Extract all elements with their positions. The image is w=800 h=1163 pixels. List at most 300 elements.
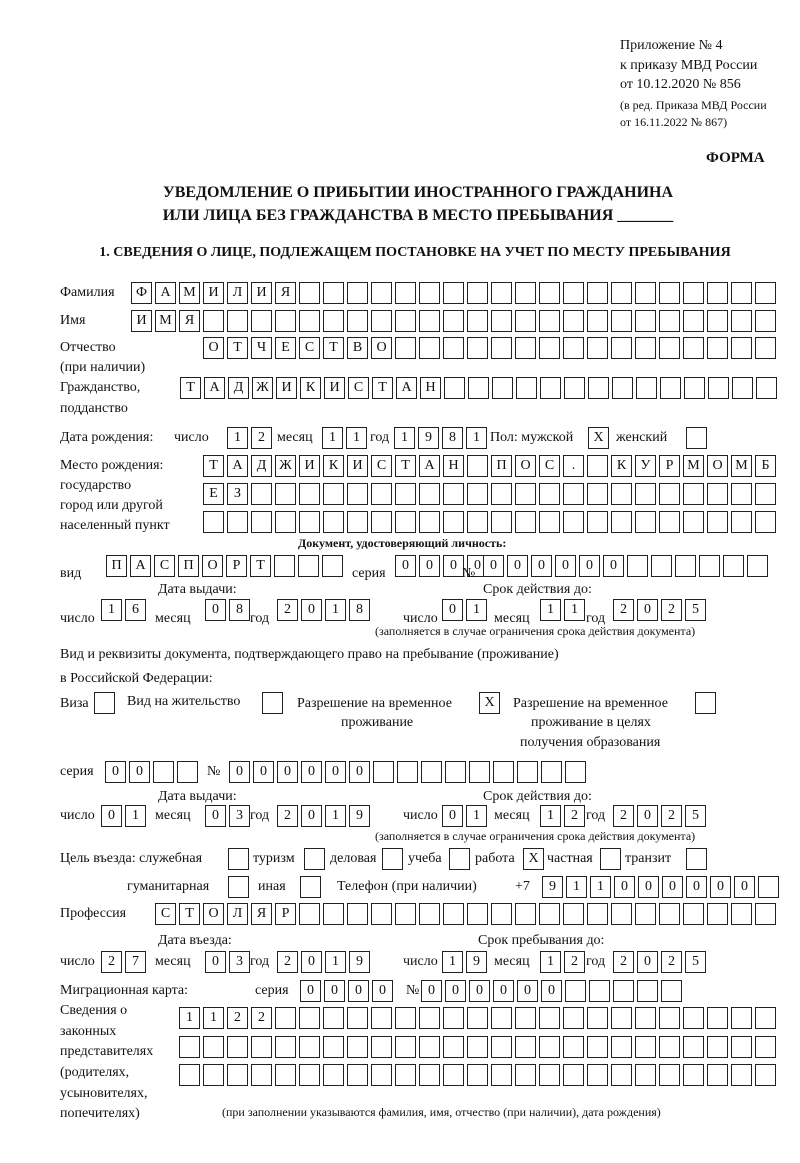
char-cell-patronymic[interactable]: [731, 337, 752, 359]
char-cell-name[interactable]: [467, 310, 488, 332]
char-cell-stay-number[interactable]: [517, 761, 538, 783]
char-cell-name[interactable]: Я: [179, 310, 200, 332]
char-cell-reps-row3[interactable]: [755, 1064, 776, 1086]
char-cell-birthplace-row1[interactable]: .: [563, 455, 584, 477]
char-cell-citizenship[interactable]: [516, 377, 537, 399]
char-cell-birthplace-row2[interactable]: [587, 483, 608, 505]
char-cell-birthplace-row2[interactable]: [419, 483, 440, 505]
checkbox-purpose-work[interactable]: X: [523, 848, 544, 870]
char-cell-citizenship[interactable]: Ж: [252, 377, 273, 399]
char-cell-stay-valid-year[interactable]: 2: [661, 805, 682, 827]
char-cell-stay-number[interactable]: [373, 761, 394, 783]
char-cell-reps-row3[interactable]: [347, 1064, 368, 1086]
char-cell-patronymic[interactable]: Е: [275, 337, 296, 359]
char-cell-birth-year[interactable]: 1: [466, 427, 487, 449]
char-cell-profession[interactable]: [587, 903, 608, 925]
char-cell-citizenship[interactable]: [636, 377, 657, 399]
char-cell-mc-number[interactable]: 0: [517, 980, 538, 1002]
char-cell-reps-row3[interactable]: [659, 1064, 680, 1086]
char-cell-stay-valid-day[interactable]: 0: [442, 805, 463, 827]
char-cell-birthplace-row1[interactable]: Т: [203, 455, 224, 477]
char-cell-birth-month[interactable]: 1: [322, 427, 343, 449]
char-cell-birthplace-row1[interactable]: М: [731, 455, 752, 477]
char-cell-name[interactable]: [251, 310, 272, 332]
char-cell-profession[interactable]: [611, 903, 632, 925]
char-cell-profession[interactable]: Р: [275, 903, 296, 925]
char-cell-stay-number[interactable]: [445, 761, 466, 783]
char-cell-patronymic[interactable]: С: [299, 337, 320, 359]
char-cell-citizenship[interactable]: А: [396, 377, 417, 399]
char-cell-birthplace-row3[interactable]: [755, 511, 776, 533]
char-cell-citizenship[interactable]: [732, 377, 753, 399]
checkbox-temp-residence[interactable]: X: [479, 692, 500, 714]
char-cell-reps-row1[interactable]: [659, 1007, 680, 1029]
char-cell-citizenship[interactable]: И: [324, 377, 345, 399]
char-cell-patronymic[interactable]: [467, 337, 488, 359]
char-cell-name[interactable]: [563, 310, 584, 332]
char-cell-reps-row2[interactable]: [587, 1036, 608, 1058]
char-cell-entry-day[interactable]: 2: [101, 951, 122, 973]
char-cell-stay-number[interactable]: [421, 761, 442, 783]
char-cell-patronymic[interactable]: [419, 337, 440, 359]
char-cell-reps-row3[interactable]: [707, 1064, 728, 1086]
char-cell-id-kind[interactable]: [298, 555, 319, 577]
char-cell-birthplace-row2[interactable]: [443, 483, 464, 505]
char-cell-birthplace-row3[interactable]: [443, 511, 464, 533]
char-cell-mc-number[interactable]: [565, 980, 586, 1002]
char-cell-birthplace-row1[interactable]: А: [227, 455, 248, 477]
char-cell-birthplace-row1[interactable]: М: [683, 455, 704, 477]
char-cell-birthplace-row2[interactable]: [755, 483, 776, 505]
char-cell-citizenship[interactable]: Н: [420, 377, 441, 399]
char-cell-birthplace-row1[interactable]: П: [491, 455, 512, 477]
char-cell-citizenship[interactable]: А: [204, 377, 225, 399]
checkbox-purpose-study[interactable]: [449, 848, 470, 870]
char-cell-name[interactable]: [203, 310, 224, 332]
char-cell-patronymic[interactable]: [515, 337, 536, 359]
char-cell-reps-row2[interactable]: [443, 1036, 464, 1058]
char-cell-birth-day[interactable]: 2: [251, 427, 272, 449]
char-cell-birthplace-row1[interactable]: Р: [659, 455, 680, 477]
char-cell-reps-row1[interactable]: [419, 1007, 440, 1029]
char-cell-id-valid-day[interactable]: 1: [466, 599, 487, 621]
char-cell-reps-row1[interactable]: [275, 1007, 296, 1029]
char-cell-birthplace-row3[interactable]: [275, 511, 296, 533]
char-cell-phone[interactable]: 0: [614, 876, 635, 898]
char-cell-profession[interactable]: [467, 903, 488, 925]
char-cell-reps-row2[interactable]: [395, 1036, 416, 1058]
char-cell-profession[interactable]: [323, 903, 344, 925]
char-cell-id-kind[interactable]: П: [106, 555, 127, 577]
char-cell-reps-row1[interactable]: [539, 1007, 560, 1029]
char-cell-reps-row2[interactable]: [491, 1036, 512, 1058]
char-cell-name[interactable]: [275, 310, 296, 332]
char-cell-birthplace-row3[interactable]: [635, 511, 656, 533]
char-cell-birth-day[interactable]: 1: [227, 427, 248, 449]
char-cell-citizenship[interactable]: С: [348, 377, 369, 399]
char-cell-mc-number[interactable]: [613, 980, 634, 1002]
char-cell-id-number[interactable]: [747, 555, 768, 577]
char-cell-stay-series[interactable]: 0: [129, 761, 150, 783]
char-cell-reps-row3[interactable]: [251, 1064, 272, 1086]
char-cell-surname[interactable]: М: [179, 282, 200, 304]
char-cell-birthplace-row3[interactable]: [419, 511, 440, 533]
char-cell-id-number[interactable]: [675, 555, 696, 577]
char-cell-profession[interactable]: [539, 903, 560, 925]
char-cell-reps-row2[interactable]: [563, 1036, 584, 1058]
char-cell-name[interactable]: [635, 310, 656, 332]
char-cell-id-number[interactable]: 0: [579, 555, 600, 577]
char-cell-reps-row2[interactable]: [371, 1036, 392, 1058]
char-cell-birthplace-row3[interactable]: [251, 511, 272, 533]
char-cell-mc-number[interactable]: 0: [445, 980, 466, 1002]
char-cell-id-issue-year[interactable]: 2: [277, 599, 298, 621]
char-cell-surname[interactable]: [731, 282, 752, 304]
char-cell-entry-month[interactable]: 3: [229, 951, 250, 973]
char-cell-mc-number[interactable]: 0: [469, 980, 490, 1002]
char-cell-stay-series[interactable]: [177, 761, 198, 783]
char-cell-patronymic[interactable]: [707, 337, 728, 359]
char-cell-id-number[interactable]: [627, 555, 648, 577]
char-cell-reps-row1[interactable]: [563, 1007, 584, 1029]
char-cell-id-number[interactable]: 0: [531, 555, 552, 577]
char-cell-patronymic[interactable]: Т: [227, 337, 248, 359]
char-cell-reps-row2[interactable]: [275, 1036, 296, 1058]
char-cell-patronymic[interactable]: [755, 337, 776, 359]
char-cell-birthplace-row3[interactable]: [467, 511, 488, 533]
char-cell-birthplace-row2[interactable]: [467, 483, 488, 505]
char-cell-phone[interactable]: 1: [590, 876, 611, 898]
char-cell-reps-row3[interactable]: [611, 1064, 632, 1086]
char-cell-birthplace-row3[interactable]: [323, 511, 344, 533]
char-cell-profession[interactable]: [731, 903, 752, 925]
char-cell-birthplace-row1[interactable]: Т: [395, 455, 416, 477]
char-cell-surname[interactable]: [515, 282, 536, 304]
char-cell-birthplace-row2[interactable]: [683, 483, 704, 505]
char-cell-surname[interactable]: [539, 282, 560, 304]
char-cell-birthplace-row1[interactable]: А: [419, 455, 440, 477]
char-cell-birthplace-row2[interactable]: [371, 483, 392, 505]
char-cell-reps-row3[interactable]: [275, 1064, 296, 1086]
char-cell-patronymic[interactable]: [539, 337, 560, 359]
char-cell-mc-series[interactable]: 0: [348, 980, 369, 1002]
char-cell-surname[interactable]: Ф: [131, 282, 152, 304]
char-cell-stay-until-day[interactable]: 1: [442, 951, 463, 973]
char-cell-reps-row2[interactable]: [227, 1036, 248, 1058]
char-cell-citizenship[interactable]: [492, 377, 513, 399]
char-cell-reps-row3[interactable]: [227, 1064, 248, 1086]
char-cell-mc-number[interactable]: [589, 980, 610, 1002]
char-cell-birthplace-row1[interactable]: О: [515, 455, 536, 477]
char-cell-phone[interactable]: 0: [686, 876, 707, 898]
char-cell-birthplace-row3[interactable]: [395, 511, 416, 533]
char-cell-citizenship[interactable]: [708, 377, 729, 399]
char-cell-patronymic[interactable]: В: [347, 337, 368, 359]
char-cell-birthplace-row2[interactable]: [659, 483, 680, 505]
char-cell-stay-number[interactable]: 0: [253, 761, 274, 783]
char-cell-birthplace-row1[interactable]: С: [539, 455, 560, 477]
checkbox-purpose-humanitarian[interactable]: [228, 876, 249, 898]
checkbox-sex-male[interactable]: X: [588, 427, 609, 449]
char-cell-citizenship[interactable]: Т: [180, 377, 201, 399]
char-cell-surname[interactable]: [299, 282, 320, 304]
char-cell-reps-row3[interactable]: [419, 1064, 440, 1086]
char-cell-reps-row2[interactable]: [251, 1036, 272, 1058]
char-cell-phone[interactable]: 9: [542, 876, 563, 898]
char-cell-id-kind[interactable]: О: [202, 555, 223, 577]
char-cell-reps-row1[interactable]: [299, 1007, 320, 1029]
char-cell-surname[interactable]: [611, 282, 632, 304]
char-cell-citizenship[interactable]: Д: [228, 377, 249, 399]
char-cell-citizenship[interactable]: [444, 377, 465, 399]
checkbox-purpose-transit[interactable]: [686, 848, 707, 870]
char-cell-reps-row1[interactable]: [395, 1007, 416, 1029]
char-cell-profession[interactable]: [683, 903, 704, 925]
char-cell-reps-row2[interactable]: [179, 1036, 200, 1058]
char-cell-birthplace-row3[interactable]: [731, 511, 752, 533]
char-cell-id-issue-year[interactable]: 1: [325, 599, 346, 621]
char-cell-birthplace-row2[interactable]: [611, 483, 632, 505]
char-cell-stay-series[interactable]: 0: [105, 761, 126, 783]
char-cell-birthplace-row1[interactable]: Д: [251, 455, 272, 477]
char-cell-id-series[interactable]: 0: [467, 555, 488, 577]
char-cell-stay-number[interactable]: [565, 761, 586, 783]
char-cell-stay-number[interactable]: [541, 761, 562, 783]
char-cell-birthplace-row2[interactable]: [563, 483, 584, 505]
char-cell-reps-row1[interactable]: [347, 1007, 368, 1029]
char-cell-entry-year[interactable]: 0: [301, 951, 322, 973]
char-cell-birthplace-row2[interactable]: [299, 483, 320, 505]
char-cell-birthplace-row1[interactable]: Ж: [275, 455, 296, 477]
char-cell-stay-issue-year[interactable]: 9: [349, 805, 370, 827]
char-cell-reps-row2[interactable]: [731, 1036, 752, 1058]
char-cell-birth-year[interactable]: 8: [442, 427, 463, 449]
char-cell-profession[interactable]: Л: [227, 903, 248, 925]
char-cell-profession[interactable]: [371, 903, 392, 925]
char-cell-birthplace-row2[interactable]: [491, 483, 512, 505]
char-cell-profession[interactable]: [395, 903, 416, 925]
char-cell-surname[interactable]: [683, 282, 704, 304]
char-cell-surname[interactable]: [563, 282, 584, 304]
char-cell-reps-row1[interactable]: [371, 1007, 392, 1029]
char-cell-reps-row2[interactable]: [635, 1036, 656, 1058]
char-cell-entry-month[interactable]: 0: [205, 951, 226, 973]
char-cell-birthplace-row3[interactable]: [515, 511, 536, 533]
checkbox-purpose-private[interactable]: [600, 848, 621, 870]
char-cell-entry-year[interactable]: 9: [349, 951, 370, 973]
char-cell-citizenship[interactable]: Т: [372, 377, 393, 399]
char-cell-mc-series[interactable]: 0: [372, 980, 393, 1002]
char-cell-reps-row3[interactable]: [563, 1064, 584, 1086]
checkbox-residence[interactable]: [262, 692, 283, 714]
char-cell-birthplace-row1[interactable]: С: [371, 455, 392, 477]
char-cell-id-valid-year[interactable]: 2: [613, 599, 634, 621]
char-cell-reps-row1[interactable]: [323, 1007, 344, 1029]
char-cell-id-valid-year[interactable]: 0: [637, 599, 658, 621]
char-cell-stay-valid-day[interactable]: 1: [466, 805, 487, 827]
char-cell-id-kind[interactable]: Т: [250, 555, 271, 577]
char-cell-id-number[interactable]: 0: [555, 555, 576, 577]
char-cell-stay-number[interactable]: 0: [277, 761, 298, 783]
char-cell-reps-row1[interactable]: [635, 1007, 656, 1029]
char-cell-citizenship[interactable]: [684, 377, 705, 399]
char-cell-id-valid-year[interactable]: 5: [685, 599, 706, 621]
char-cell-entry-year[interactable]: 2: [277, 951, 298, 973]
char-cell-stay-number[interactable]: 0: [301, 761, 322, 783]
char-cell-birthplace-row2[interactable]: [251, 483, 272, 505]
char-cell-reps-row1[interactable]: [443, 1007, 464, 1029]
char-cell-phone[interactable]: 0: [638, 876, 659, 898]
char-cell-surname[interactable]: [635, 282, 656, 304]
char-cell-id-issue-day[interactable]: 6: [125, 599, 146, 621]
char-cell-stay-until-month[interactable]: 2: [564, 951, 585, 973]
char-cell-birthplace-row2[interactable]: [347, 483, 368, 505]
char-cell-surname[interactable]: [419, 282, 440, 304]
char-cell-profession[interactable]: [515, 903, 536, 925]
char-cell-birthplace-row3[interactable]: [203, 511, 224, 533]
char-cell-reps-row1[interactable]: 2: [227, 1007, 248, 1029]
char-cell-stay-number[interactable]: 0: [229, 761, 250, 783]
char-cell-reps-row3[interactable]: [467, 1064, 488, 1086]
char-cell-stay-valid-year[interactable]: 0: [637, 805, 658, 827]
char-cell-reps-row1[interactable]: [611, 1007, 632, 1029]
char-cell-phone[interactable]: 0: [710, 876, 731, 898]
char-cell-name[interactable]: [539, 310, 560, 332]
char-cell-stay-number[interactable]: [469, 761, 490, 783]
char-cell-name[interactable]: [683, 310, 704, 332]
char-cell-stay-number[interactable]: 0: [325, 761, 346, 783]
char-cell-birthplace-row3[interactable]: [611, 511, 632, 533]
char-cell-name[interactable]: М: [155, 310, 176, 332]
char-cell-profession[interactable]: О: [203, 903, 224, 925]
char-cell-birthplace-row2[interactable]: [707, 483, 728, 505]
char-cell-birthplace-row3[interactable]: [683, 511, 704, 533]
char-cell-birthplace-row2[interactable]: [731, 483, 752, 505]
char-cell-mc-number[interactable]: [637, 980, 658, 1002]
char-cell-birthplace-row1[interactable]: [467, 455, 488, 477]
char-cell-reps-row3[interactable]: [491, 1064, 512, 1086]
char-cell-profession[interactable]: [491, 903, 512, 925]
char-cell-reps-row2[interactable]: [347, 1036, 368, 1058]
char-cell-birthplace-row2[interactable]: [275, 483, 296, 505]
char-cell-reps-row3[interactable]: [635, 1064, 656, 1086]
char-cell-surname[interactable]: [371, 282, 392, 304]
char-cell-id-kind[interactable]: Р: [226, 555, 247, 577]
char-cell-birthplace-row3[interactable]: [347, 511, 368, 533]
checkbox-purpose-official[interactable]: [228, 848, 249, 870]
char-cell-phone[interactable]: 1: [566, 876, 587, 898]
char-cell-surname[interactable]: [659, 282, 680, 304]
char-cell-reps-row2[interactable]: [467, 1036, 488, 1058]
char-cell-patronymic[interactable]: [491, 337, 512, 359]
char-cell-id-kind[interactable]: [322, 555, 343, 577]
char-cell-citizenship[interactable]: [612, 377, 633, 399]
char-cell-reps-row1[interactable]: [491, 1007, 512, 1029]
char-cell-birthplace-row1[interactable]: [587, 455, 608, 477]
char-cell-phone[interactable]: [758, 876, 779, 898]
char-cell-birthplace-row2[interactable]: [635, 483, 656, 505]
char-cell-patronymic[interactable]: [659, 337, 680, 359]
char-cell-name[interactable]: [419, 310, 440, 332]
char-cell-birthplace-row1[interactable]: Н: [443, 455, 464, 477]
char-cell-name[interactable]: [371, 310, 392, 332]
char-cell-profession[interactable]: [635, 903, 656, 925]
char-cell-id-series[interactable]: 0: [395, 555, 416, 577]
char-cell-reps-row1[interactable]: [707, 1007, 728, 1029]
char-cell-birthplace-row1[interactable]: К: [611, 455, 632, 477]
char-cell-mc-number[interactable]: 0: [493, 980, 514, 1002]
char-cell-id-issue-month[interactable]: 0: [205, 599, 226, 621]
char-cell-stay-until-month[interactable]: 1: [540, 951, 561, 973]
char-cell-surname[interactable]: [467, 282, 488, 304]
char-cell-name[interactable]: [491, 310, 512, 332]
char-cell-stay-until-year[interactable]: 0: [637, 951, 658, 973]
char-cell-patronymic[interactable]: [611, 337, 632, 359]
char-cell-birthplace-row2[interactable]: З: [227, 483, 248, 505]
char-cell-stay-issue-month[interactable]: 3: [229, 805, 250, 827]
char-cell-mc-series[interactable]: 0: [300, 980, 321, 1002]
char-cell-birthplace-row1[interactable]: И: [299, 455, 320, 477]
char-cell-stay-valid-year[interactable]: 5: [685, 805, 706, 827]
char-cell-profession[interactable]: Т: [179, 903, 200, 925]
char-cell-surname[interactable]: [491, 282, 512, 304]
char-cell-stay-series[interactable]: [153, 761, 174, 783]
char-cell-birthplace-row3[interactable]: [707, 511, 728, 533]
char-cell-reps-row3[interactable]: [371, 1064, 392, 1086]
char-cell-name[interactable]: [347, 310, 368, 332]
char-cell-reps-row1[interactable]: [683, 1007, 704, 1029]
char-cell-id-issue-year[interactable]: 8: [349, 599, 370, 621]
char-cell-id-series[interactable]: 0: [443, 555, 464, 577]
char-cell-patronymic[interactable]: О: [203, 337, 224, 359]
char-cell-patronymic[interactable]: Ч: [251, 337, 272, 359]
char-cell-surname[interactable]: [707, 282, 728, 304]
char-cell-patronymic[interactable]: Т: [323, 337, 344, 359]
char-cell-stay-issue-year[interactable]: 1: [325, 805, 346, 827]
char-cell-stay-issue-year[interactable]: 0: [301, 805, 322, 827]
char-cell-name[interactable]: [323, 310, 344, 332]
char-cell-citizenship[interactable]: [468, 377, 489, 399]
char-cell-birthplace-row3[interactable]: [491, 511, 512, 533]
char-cell-id-number[interactable]: 0: [507, 555, 528, 577]
char-cell-reps-row2[interactable]: [707, 1036, 728, 1058]
char-cell-reps-row3[interactable]: [731, 1064, 752, 1086]
char-cell-reps-row2[interactable]: [299, 1036, 320, 1058]
char-cell-citizenship[interactable]: [588, 377, 609, 399]
char-cell-birthplace-row3[interactable]: [659, 511, 680, 533]
char-cell-mc-number[interactable]: 0: [541, 980, 562, 1002]
char-cell-birthplace-row1[interactable]: Б: [755, 455, 776, 477]
char-cell-patronymic[interactable]: [635, 337, 656, 359]
char-cell-name[interactable]: [443, 310, 464, 332]
char-cell-profession[interactable]: [755, 903, 776, 925]
char-cell-reps-row3[interactable]: [179, 1064, 200, 1086]
char-cell-birth-year[interactable]: 9: [418, 427, 439, 449]
checkbox-edu-residence[interactable]: [695, 692, 716, 714]
char-cell-surname[interactable]: [323, 282, 344, 304]
char-cell-profession[interactable]: Я: [251, 903, 272, 925]
char-cell-id-series[interactable]: 0: [419, 555, 440, 577]
char-cell-patronymic[interactable]: [443, 337, 464, 359]
char-cell-citizenship[interactable]: [564, 377, 585, 399]
char-cell-reps-row3[interactable]: [587, 1064, 608, 1086]
char-cell-reps-row2[interactable]: [659, 1036, 680, 1058]
char-cell-reps-row3[interactable]: [515, 1064, 536, 1086]
char-cell-mc-number[interactable]: [661, 980, 682, 1002]
char-cell-name[interactable]: [707, 310, 728, 332]
char-cell-birthplace-row3[interactable]: [587, 511, 608, 533]
char-cell-birthplace-row1[interactable]: К: [323, 455, 344, 477]
